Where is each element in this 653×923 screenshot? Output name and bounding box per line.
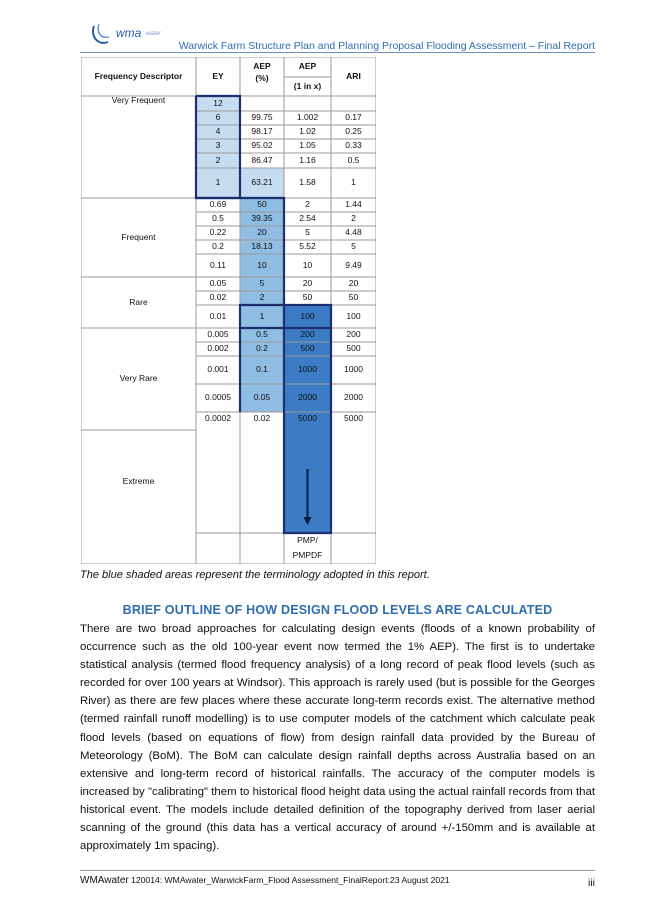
cell-aep-percent: 5 [259, 278, 265, 288]
cell-aep-percent: 1 [259, 310, 265, 321]
cell-ari: 20 [348, 278, 359, 288]
cell-aep-percent: 10 [257, 259, 267, 270]
cell-ey: 0.22 [209, 227, 227, 237]
footer-company: WMAwater [80, 875, 129, 886]
logo-subtext: water [146, 31, 161, 37]
cell-ey: 3 [215, 140, 221, 150]
header-aep-one-in-x-unit: (1 in x) [293, 80, 322, 91]
cell-aep-one-in-x: 1.02 [299, 126, 316, 136]
frequency-descriptor-label: Frequent [121, 231, 156, 242]
cell-ari: 5 [351, 241, 356, 251]
cell-ari: 1 [351, 177, 356, 187]
cell-ey: 0.11 [210, 259, 226, 270]
cell-ari: 0.5 [347, 154, 360, 165]
cell-aep-percent: 86.47 [251, 154, 273, 165]
cell-ari: 500 [346, 343, 361, 353]
cell-aep-one-in-x: 1.05 [299, 140, 316, 150]
cell-aep-one-in-x: 10 [302, 259, 313, 270]
company-logo [90, 20, 180, 48]
cell-aep-percent: 0.1 [256, 364, 268, 374]
cell-ari: 0.25 [345, 126, 362, 136]
cell-ari: 2000 [344, 392, 363, 402]
frequency-descriptor-label: Very Frequent [111, 95, 166, 105]
cell-aep-one-in-x: 2.54 [299, 213, 316, 223]
cell-ari: 1.44 [345, 199, 362, 209]
footer-reference [80, 875, 450, 886]
cell-aep-one-in-x: 2 [305, 199, 310, 209]
cell-ey: 0.2 [212, 241, 224, 251]
cell-ey: 0.001 [207, 364, 229, 374]
cell-ey: 0.005 [207, 329, 229, 339]
header-ari: ARI [346, 70, 361, 81]
header-frequency-descriptor: Frequency Descriptor [94, 70, 183, 81]
cell-aep-one-in-x: 1.58 [299, 177, 316, 187]
logo-text: wma [116, 26, 142, 40]
header-divider [80, 52, 595, 53]
cell-ari: 4.48 [345, 227, 362, 237]
cell-aep-one-in-x: 500 [300, 343, 315, 353]
cell-ey: 0.0005 [205, 392, 231, 402]
cell-aep-percent: 39.35 [251, 213, 273, 223]
cell-ey: 0.0002 [205, 413, 231, 423]
cell-aep-one-in-x: 1.002 [296, 112, 319, 122]
cell-aep-percent: 98.17 [251, 126, 273, 136]
cell-ari: 2 [351, 213, 356, 223]
cell-aep-one-in-x: 2000 [298, 392, 317, 402]
frequency-terminology-table [81, 57, 376, 564]
cell-ey: 6 [215, 112, 221, 122]
cell-aep-percent: 0.02 [253, 413, 271, 423]
cell-aep-one-in-x: 5000 [298, 413, 317, 423]
footer-divider [80, 870, 595, 871]
table-caption: The blue shaded areas represent the terminology adopted in this report. [80, 569, 430, 581]
cell-ey: 1 [215, 177, 221, 187]
cell-aep-one-in-x: 1000 [298, 364, 317, 374]
footer-doc-ref: 120014: WMAwater_WarwickFarm_Flood Assessment_FinalReport:23 August 2021 [128, 875, 450, 885]
cell-ey: 2 [215, 154, 221, 165]
cell-aep-percent: 0.5 [256, 329, 268, 339]
frequency-descriptor-label: Extreme [122, 475, 155, 486]
header-aep-percent: AEP [253, 61, 271, 71]
cell-ari: 1000 [344, 364, 363, 374]
cell-aep-percent: 95.02 [251, 140, 273, 150]
cell-aep-percent: 2 [259, 292, 265, 302]
header-ey: EY [212, 70, 224, 81]
cell-ari: 9.49 [345, 259, 362, 270]
cell-pmpdf: PMPDF [292, 550, 323, 560]
cell-ari: 0.33 [345, 140, 362, 150]
body-paragraph: There are two broad approaches for calculating design events (floods of a known probability of occurrence such as the old 100-year event now termed the 1% AEP). The first is to undertake statistical analysis (termed flood frequency analysis) of a long record of peak flood levels (such as recorded for over 100 years at Windsor). This approach is rarely used (but is possible for the Georges River) as there are few places where these accurate long-term records exist. The alternative method (termed rainfall runoff modelling) is to use computer models of the catchment which calculate peak flood levels (based on equations of flow) from design rainfall data provided by the Bureau of Meteorology (BoM). The BoM can calculate design rainfall depths across Australia based on an extensive and long-term record of historical rainfalls. The accuracy of the computer models is increased by "calibrating" them to historical flood height data using the actual rainfall records from that historical event. The models include detailed definition of the topography derived from laser aerial scanning of the ground (this data has a vertical accuracy of around +/-150mm and is available at approximately 1m spacing). [80, 623, 595, 853]
cell-aep-percent: 18.13 [251, 241, 273, 251]
page-number: iii [588, 877, 595, 889]
section-heading: BRIEF OUTLINE OF HOW DESIGN FLOOD LEVELS ARE CALCULATED [122, 603, 553, 617]
cell-ey: 0.69 [209, 199, 227, 209]
report-title: Warwick Farm Structure Plan and Planning Proposal Flooding Assessment – Final Report [178, 40, 595, 52]
cell-ari: 100 [346, 310, 361, 321]
cell-ari: 0.17 [345, 112, 362, 122]
cell-aep-percent: 20 [257, 227, 267, 237]
cell-ey: 12 [213, 97, 223, 108]
cell-aep-percent: 0.2 [256, 343, 268, 353]
frequency-descriptor-label: Rare [129, 296, 148, 307]
cell-ey: 0.05 [209, 278, 227, 288]
header-aep-percent-unit: (%) [255, 73, 269, 83]
cell-aep-one-in-x: 100 [300, 310, 315, 321]
cell-aep-one-in-x: 5 [305, 227, 310, 237]
cell-ey: 0.01 [209, 310, 227, 321]
cell-aep-one-in-x: 50 [302, 292, 313, 302]
cell-aep-one-in-x: 200 [300, 329, 315, 339]
cell-aep-percent: 63.21 [251, 177, 273, 187]
cell-ey: 0.02 [209, 292, 227, 302]
cell-aep-one-in-x: 5.52 [299, 241, 316, 251]
cell-aep-one-in-x: 20 [302, 278, 313, 288]
cell-pmp: PMP/ [297, 535, 318, 545]
cell-aep-percent: 99.75 [251, 112, 273, 122]
cell-aep-one-in-x: 1.16 [299, 154, 316, 165]
cell-ey: 4 [215, 126, 221, 136]
cell-ari: 50 [348, 292, 359, 302]
frequency-descriptor-label: Very Rare [119, 373, 158, 383]
cell-aep-percent: 50 [257, 199, 267, 209]
cell-ey: 0.5 [212, 213, 224, 223]
cell-ari: 5000 [344, 413, 363, 423]
cell-aep-percent: 0.05 [253, 392, 271, 402]
cell-ey: 0.002 [207, 343, 229, 353]
cell-ari: 200 [346, 329, 361, 339]
header-aep-one-in-x: AEP [298, 61, 317, 71]
